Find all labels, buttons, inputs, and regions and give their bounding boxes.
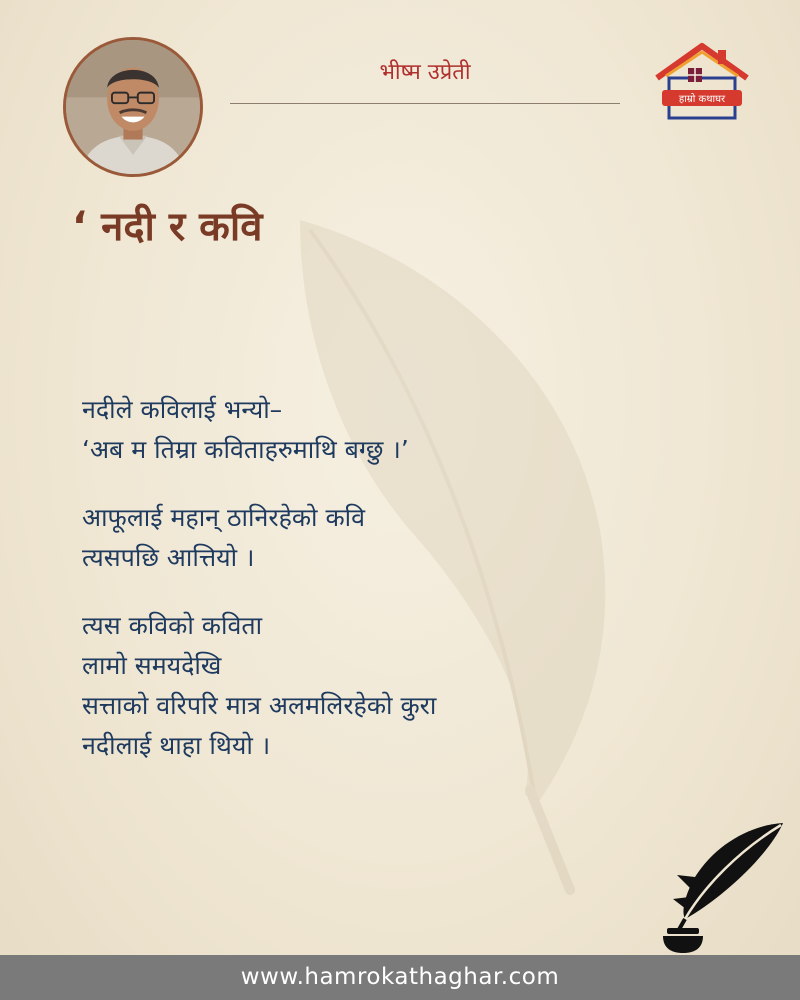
poem-line: ‘अब म तिम्रा कविताहरुमाथि बग्छु ।’: [82, 435, 409, 464]
poem-line: नदीले कविलाई भन्यो–: [82, 395, 283, 424]
quill-inkpot-icon: [655, 815, 790, 955]
poem-body: [82, 390, 722, 794]
author-avatar: [63, 37, 203, 177]
author-name: भीष्म उप्रेती: [379, 60, 471, 85]
poem-line: त्यस कविको कविता: [82, 611, 263, 640]
poem-stanza: [82, 390, 722, 470]
poem-stanza: [82, 498, 722, 578]
site-logo-icon: [652, 40, 752, 120]
poem-line: त्यसपछि आत्तियो ।: [82, 543, 255, 572]
website-footer[interactable]: www.hamrokathaghar.com: [0, 955, 800, 1000]
author-photo-icon: [66, 40, 200, 174]
poem-title: ‘ नदी र कवि: [72, 204, 263, 250]
header-divider: [230, 103, 620, 104]
poem-line: सत्ताको वरिपरि मात्र अलमलिरहेको कुरा: [82, 691, 437, 720]
poem-line: नदीलाई थाहा थियो ।: [82, 731, 271, 760]
poem-stanza: [82, 606, 722, 766]
poem-line: लामो समयदेखि: [82, 651, 222, 680]
poem-line: आफूलाई महान् ठानिरहेको कवि: [82, 503, 366, 532]
site-logo-text: हाम्रो कथाघर: [678, 94, 726, 105]
